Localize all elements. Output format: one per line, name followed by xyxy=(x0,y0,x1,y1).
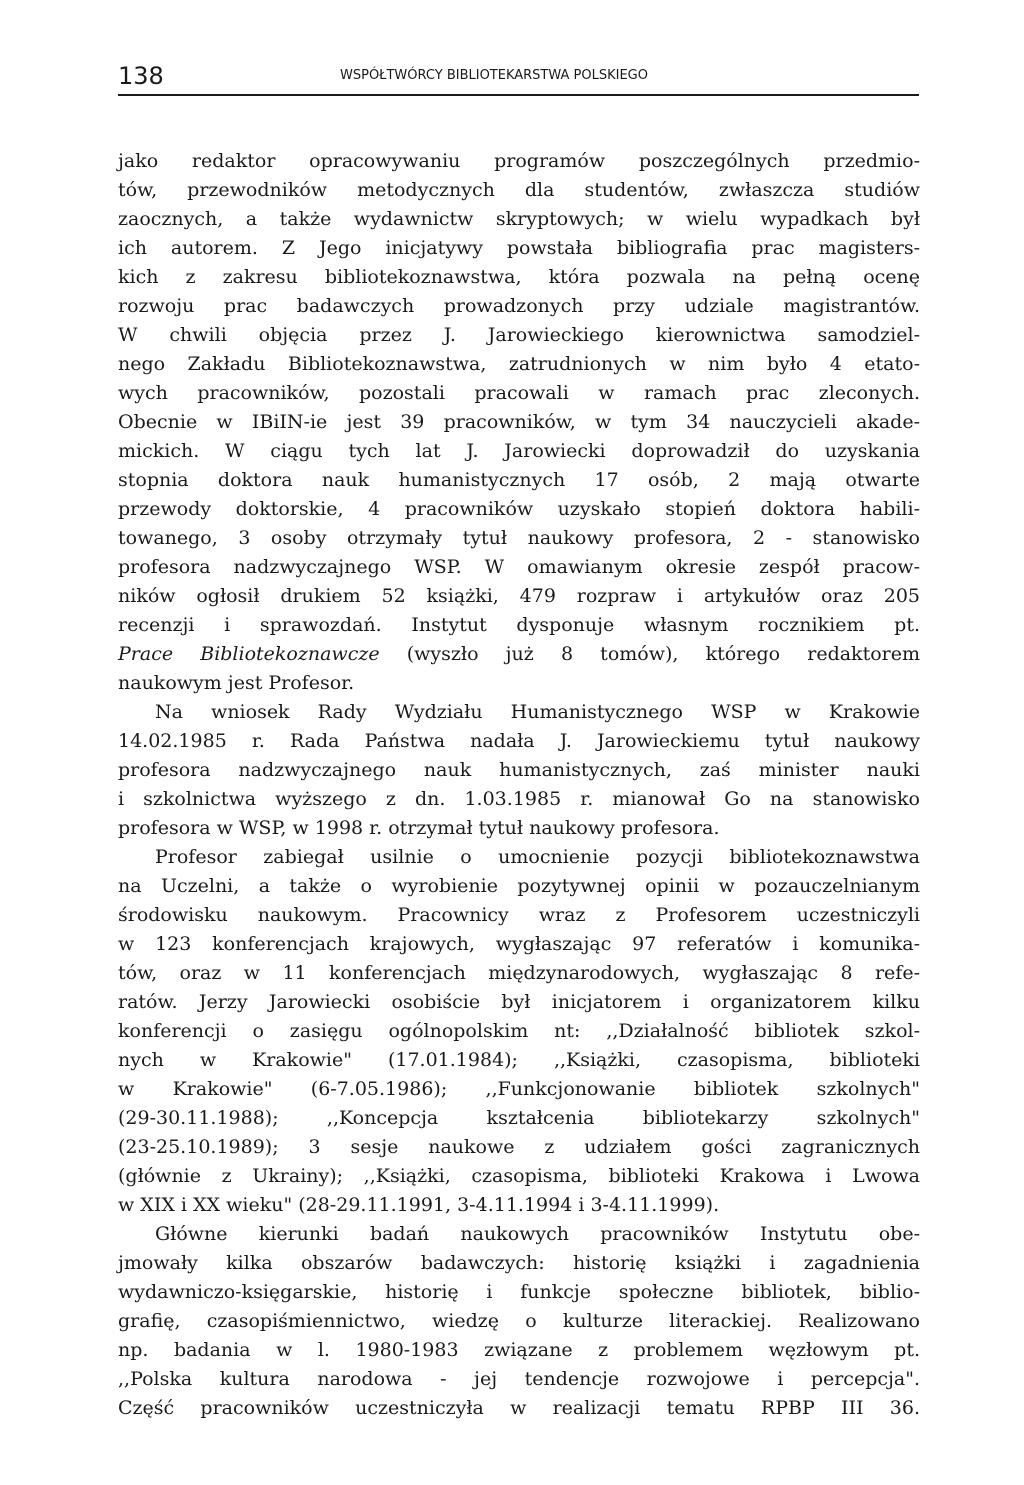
text-line: ników ogłosił drukiem 52 książki, 479 rozpraw i artykułów oraz 205 xyxy=(118,585,920,607)
text-line: np. badania w l. 1980-1983 związane z problemem węzłowym pt. xyxy=(118,1339,920,1361)
text-line: w XIX i XX wieku" (28-29.11.1991, 3-4.11.1994 i 3-4.11.1999). xyxy=(118,1194,720,1216)
text-line: 14.02.1985 r. Rada Państwa nadała J. Jarowieckiemu tytuł naukowy xyxy=(118,730,920,752)
text-line: zaocznych, a także wydawnictw skryptowych; w wielu wypadkach był xyxy=(118,208,920,230)
text-line: profesora nadzwyczajnego WSP. W omawianym okresie zespół pracow- xyxy=(118,556,920,578)
text-line: (23-25.10.1989); 3 sesje naukowe z udziałem gości zagranicznych xyxy=(118,1136,920,1158)
text-line: ratów. Jerzy Jarowiecki osobiście był inicjatorem i organizatorem kilku xyxy=(118,991,920,1013)
text-line: wydawniczo-księgarskie, historię i funkcje społeczne bibliotek, biblio- xyxy=(118,1281,920,1303)
text-line: środowisku naukowym. Pracownicy wraz z Profesorem uczestniczyli xyxy=(118,904,920,926)
running-head: WSPÓŁTWÓRCY BIBLIOTEKARSTWA POLSKIEGO xyxy=(340,68,648,83)
paragraph-4 xyxy=(118,1220,920,1423)
text-line: profesora nadzwyczajnego nauk humanistycznych, zaś minister nauki xyxy=(118,759,920,781)
text-line: rozwoju prac badawczych prowadzonych przy udziale magistrantów. xyxy=(118,295,920,317)
text-line: ich autorem. Z Jego inicjatywy powstała bibliografia prac magisters- xyxy=(118,237,920,259)
page-header xyxy=(118,60,919,96)
text-line: w 123 konferencjach krajowych, wygłaszając 97 referatów i komunika- xyxy=(118,933,920,955)
text-fragment: (wyszło już 8 tomów), którego redaktorem xyxy=(379,643,920,665)
text-line: tów, przewodników metodycznych dla studentów, zwłaszcza studiów xyxy=(118,179,920,201)
text-line: recenzji i sprawozdań. Instytut dysponuje własnym rocznikiem pt. xyxy=(118,614,920,636)
text-line: Część pracowników uczestniczyła w realizacji tematu RPBP III 36. xyxy=(118,1397,920,1419)
text-line: nego Zakładu Bibliotekoznawstwa, zatrudnionych w nim było 4 etato- xyxy=(118,353,920,375)
text-line: (głównie z Ukrainy); ,,Książki, czasopisma, biblioteki Krakowa i Lwowa xyxy=(118,1165,920,1187)
text-line: nych w Krakowie" (17.01.1984); ,,Książki, czasopisma, biblioteki xyxy=(118,1049,920,1071)
text-line: towanego, 3 osoby otrzymały tytuł naukowy profesora, 2 - stanowisko xyxy=(118,527,920,549)
text-line: grafię, czasopiśmiennictwo, wiedzę o kulturze literackiej. Realizowano xyxy=(118,1310,920,1332)
text-line: naukowym jest Profesor. xyxy=(118,672,355,694)
text-line: tów, oraz w 11 konferencjach międzynarodowych, wygłaszając 8 refe- xyxy=(118,962,920,984)
body-text xyxy=(118,147,920,1423)
paragraph-2 xyxy=(118,698,920,843)
text-line: kich z zakresu bibliotekoznawstwa, która pozwala na pełną ocenę xyxy=(118,266,920,288)
text-line: stopnia doktora nauk humanistycznych 17 osób, 2 mają otwarte xyxy=(118,469,920,491)
text-line: i szkolnictwa wyższego z dn. 1.03.1985 r. mianował Go na stanowisko xyxy=(118,788,920,810)
text-line: ,,Polska kultura narodowa - jej tendencje rozwojowe i percepcja". xyxy=(118,1368,920,1390)
text-line: Na wniosek Rady Wydziału Humanistycznego WSP w Krakowie xyxy=(155,701,920,723)
text-line: Główne kierunki badań naukowych pracowników Instytutu obe- xyxy=(155,1223,920,1245)
text-line: przewody doktorskie, 4 pracowników uzyskało stopień doktora habili- xyxy=(118,498,920,520)
text-line: (29-30.11.1988); ,,Koncepcja kształcenia bibliotekarzy szkolnych" xyxy=(118,1107,920,1129)
text-line: w Krakowie" (6-7.05.1986); ,,Funkcjonowanie bibliotek szkolnych" xyxy=(118,1078,920,1100)
text-line-with-title xyxy=(118,640,920,669)
paragraph-1 xyxy=(118,147,920,698)
paragraph-3 xyxy=(118,843,920,1220)
text-line: na Uczelni, a także o wyrobienie pozytywnej opinii w pozauczelnianym xyxy=(118,875,920,897)
text-line: wych pracowników, pozostali pracowali w ramach prac zleconych. xyxy=(118,382,920,404)
text-line: profesora w WSP, w 1998 r. otrzymał tytuł naukowy profesora. xyxy=(118,817,720,839)
text-line: jmowały kilka obszarów badawczych: historię książki i zagadnienia xyxy=(118,1252,920,1274)
text-line: Profesor zabiegał usilnie o umocnienie pozycji bibliotekoznawstwa xyxy=(155,846,920,868)
page-number: 138 xyxy=(118,62,164,90)
text-line: W chwili objęcia przez J. Jarowieckiego kierownictwa samodziel- xyxy=(118,324,920,346)
text-line: mickich. W ciągu tych lat J. Jarowiecki doprowadził do uzyskania xyxy=(118,440,920,462)
text-line: konferencji o zasięgu ogólnopolskim nt: ,,Działalność bibliotek szkol- xyxy=(118,1020,920,1042)
text-line: Obecnie w IBiIN-ie jest 39 pracowników, w tym 34 nauczycieli akade- xyxy=(118,411,920,433)
text-line: jako redaktor opracowywaniu programów poszczególnych przedmio- xyxy=(118,150,920,172)
journal-title: Prace Bibliotekoznawcze xyxy=(118,643,380,665)
